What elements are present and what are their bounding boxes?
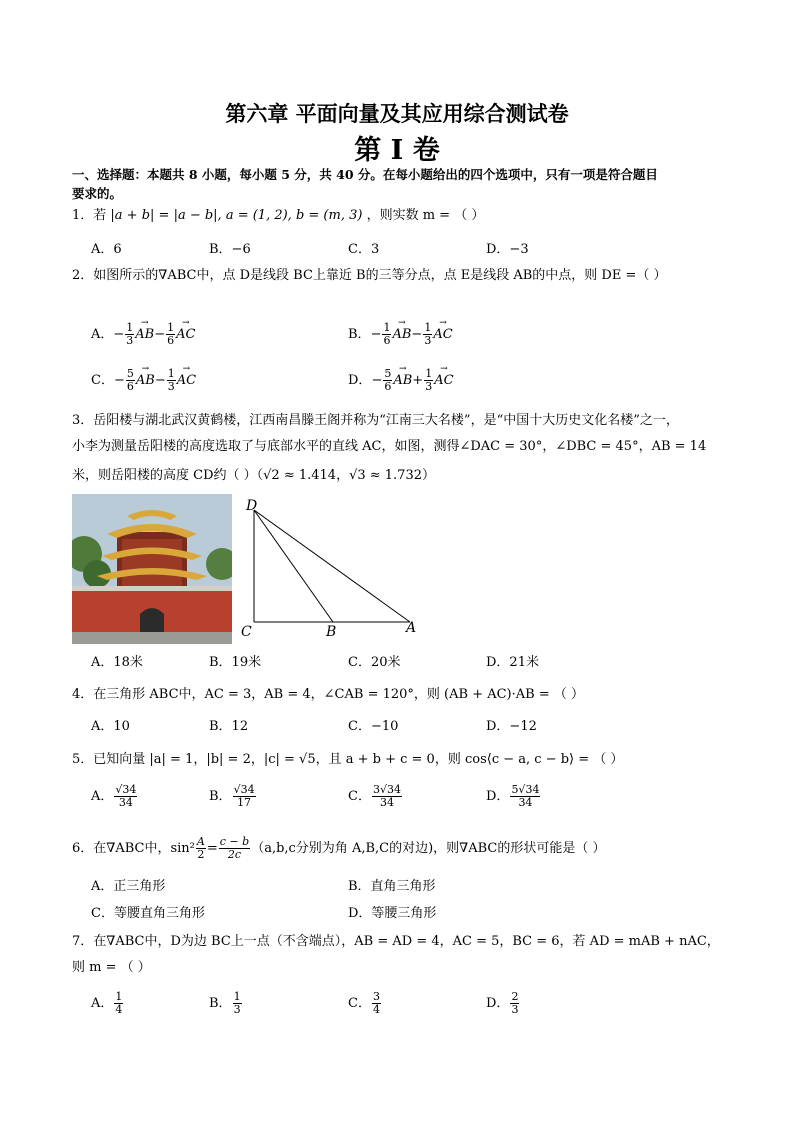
q7-option-c-label: C． [348,996,371,1011]
q5-option-d[interactable] [486,784,541,809]
q5-c-num: 3√34 [372,783,401,796]
q5-b-den: 17 [237,796,252,809]
q7-c-num: 3 [372,990,380,1003]
q5-d-num: 5√34 [511,783,540,796]
q6-option-c[interactable]: C．等腰直角三角形 [91,906,205,921]
question-3-line3: 米，则岳阳楼的高度 CD约（ ）（√2 ≈ 1.414，√3 ≈ 1.732） [72,468,435,483]
volume-title: 第 I 卷 [354,135,440,166]
q1-condition: |a + b| = |a − b|, a = (1, 2), b = (m, 3) [110,208,363,223]
q5-option-a[interactable] [91,784,138,809]
q4-option-c[interactable]: C．−10 [348,719,399,734]
q7-option-a[interactable] [91,991,124,1016]
q7-option-b-label: B． [209,996,232,1011]
question-1 [72,206,484,226]
q7-option-a-label: A． [91,996,114,1011]
question-4: 4．在三角形 ABC中，AC = 3，AB = 4，∠CAB = 120°，则 (AB + AC)·AB = （ ） [72,687,584,702]
q6-frac1-num: A [196,835,205,848]
q6-option-a[interactable]: A．正三角形 [91,879,166,894]
q2-option-c[interactable]: C．− $\frac{5}{6}$ → AB− $\frac{1}{3}$ → AC [91,368,196,393]
q3-option-d[interactable]: D．21米 [486,655,539,670]
q7-option-c[interactable] [348,991,382,1016]
q2-option-d-label: D． [348,373,372,388]
q6-option-b[interactable]: B．直角三角形 [348,879,436,894]
q5-option-c[interactable] [348,784,403,809]
fig-label-d: D [246,498,258,514]
q3-triangle-figure [238,496,428,646]
q5-c-den: 34 [379,796,394,809]
q2-option-d[interactable]: D．− $\frac{5}{6}$ → AB+ $\frac{1}{3}$ → AC [348,368,454,393]
question-6 [72,836,606,861]
q6-prefix: 6．在∇ABC中，sin² [72,841,195,856]
q7-b-den: 3 [233,1003,241,1016]
q5-a-den: 34 [118,796,133,809]
section-instructions: 一、选择题：本题共 8 小题，每小题 5 分，共 40 分。在每小题给出的四个选项中，只有一项是符合题目 [72,167,658,182]
section-instructions-cont: 要求的。 [72,186,123,201]
q7-option-d[interactable] [486,991,520,1016]
q1-number: 1．若 [72,208,107,223]
q5-option-a-label: A． [91,789,114,804]
yueyang-tower-photo [72,494,232,644]
q6-suffix: （a,b,c分别为角 A,B,C的对边)，则∇ABC的形状可能是（ ） [251,841,606,856]
q4-option-a[interactable]: A．10 [91,719,130,734]
q1-option-a[interactable]: A．6 [91,242,122,257]
q5-a-num: √34 [115,783,137,796]
q5-option-b[interactable] [209,784,257,809]
q7-d-den: 3 [511,1003,519,1016]
q3-option-c[interactable]: C．20米 [348,655,401,670]
q2-option-b-label: B． [348,327,371,342]
q7-option-b[interactable] [209,991,243,1016]
q7-c-den: 4 [372,1003,380,1016]
q5-option-c-label: C． [348,789,371,804]
fig-label-a: A [406,620,417,636]
q5-d-den: 34 [518,796,533,809]
q7-d-num: 2 [511,990,519,1003]
q7-a-den: 4 [115,1003,123,1016]
q1-tail: ，则实数 m = （ ） [366,208,485,223]
q7-b-num: 1 [233,990,241,1003]
q7-a-num: 1 [115,990,123,1003]
q4-option-d[interactable]: D．−12 [486,719,537,734]
q2-option-b[interactable]: B．− $\frac{1}{6}$ → AB− $\frac{1}{3}$ → AC [348,322,453,347]
question-2: 2．如图所示的∇ABC中，点 D是线段 BC上靠近 B的三等分点，点 E是线段 AB的中点，则 DE =（ ） [72,268,667,283]
q3-option-b[interactable]: B．19米 [209,655,262,670]
q6-frac2-den: 2c [227,848,242,861]
q5-option-d-label: D． [486,789,510,804]
q5-option-b-label: B． [209,789,232,804]
fig-label-b: B [326,624,337,640]
fig-label-c: C [241,624,252,640]
question-7-line2: 则 m = （ ） [72,960,151,975]
page-title: 第六章 平面向量及其应用综合测试卷 [225,101,569,126]
q5-b-num: √34 [233,783,255,796]
q1-option-c[interactable]: C．3 [348,242,380,257]
q1-option-b[interactable]: B．−6 [209,242,251,257]
question-7-line1: 7．在∇ABC中，D为边 BC上一点（不含端点），AB = AD = 4，AC = 5，BC = 6，若 AD = mAB + nAC， [72,934,720,949]
q1-option-d[interactable]: D．−3 [486,242,529,257]
q6-option-d[interactable]: D．等腰三角形 [348,906,437,921]
q2-option-c-label: C． [91,373,114,388]
question-3-line2: 小李为测量岳阳楼的高度选取了与底部水平的直线 AC，如图，测得∠DAC = 30°，∠DBC = 45°，AB = 14 [72,439,707,454]
q2-option-a[interactable]: A．− $\frac{1}{3}$ → AB− $\frac{1}{6}$ → AC [91,322,196,347]
q4-option-b[interactable]: B．12 [209,719,249,734]
question-3-line1: 3．岳阳楼与湖北武汉黄鹤楼，江西南昌滕王阁并称为“江南三大名楼”，是“中国十大历史文化名楼”之一， [72,413,679,428]
q6-equals: = [206,841,218,856]
q2-option-a-label: A． [91,327,114,342]
q3-option-a[interactable]: A．18米 [91,655,143,670]
question-5: 5．已知向量 |a| = 1，|b| = 2，|c| = √5，且 a + b + c = 0，则 cos⟨c − a, c − b⟩ = （ ） [72,752,624,767]
q6-frac2-num: c − b [219,835,250,848]
q7-option-d-label: D． [486,996,510,1011]
q6-frac1-den: 2 [197,848,205,861]
